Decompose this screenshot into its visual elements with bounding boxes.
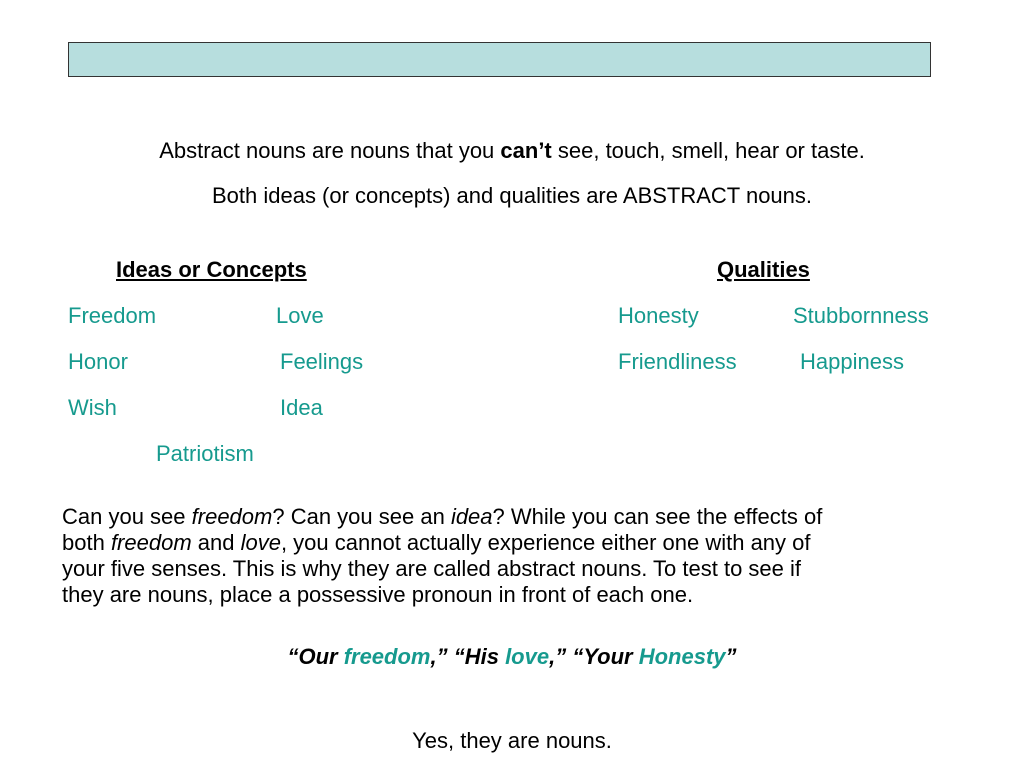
paragraph-italic-idea: idea xyxy=(450,504,493,529)
examples-text: ,” “His xyxy=(430,644,506,669)
paragraph-text: and xyxy=(191,530,241,555)
examples-text: ,” “Your xyxy=(549,644,639,669)
title-box xyxy=(68,42,931,77)
examples-line xyxy=(0,644,1024,670)
paragraph-italic-love: love xyxy=(240,530,281,555)
paragraph-line-4: they are nouns, place a possessive pronoun in front of each one. xyxy=(62,582,694,607)
qualities-heading: Qualities xyxy=(717,257,810,282)
examples-word-honesty: Honesty xyxy=(638,644,726,669)
idea-item-patriotism: Patriotism xyxy=(156,441,254,466)
paragraph-line-3: your five senses. This is why they are called abstract nouns. To test to see if xyxy=(62,556,801,581)
idea-item-wish: Wish xyxy=(68,395,117,420)
intro-line-1 xyxy=(0,138,1024,164)
idea-item-idea: Idea xyxy=(280,395,323,420)
paragraph-italic-freedom: freedom xyxy=(110,530,192,555)
paragraph-line-2 xyxy=(62,530,972,556)
quality-item-stubbornness: Stubbornness xyxy=(793,303,929,328)
idea-item-honor: Honor xyxy=(68,349,128,374)
paragraph-italic-freedom: freedom xyxy=(191,504,273,529)
paragraph-text: Can you see xyxy=(62,504,192,529)
paragraph-text: both xyxy=(62,530,111,555)
intro-line-1-bold: can’t xyxy=(500,138,552,163)
intro-line-1-after: see, touch, smell, hear or taste. xyxy=(551,138,865,163)
intro-line-1-before: Abstract nouns are nouns that you xyxy=(159,138,501,163)
explanation-paragraph xyxy=(62,504,972,608)
quality-item-happiness: Happiness xyxy=(800,349,904,374)
quality-item-honesty: Honesty xyxy=(618,303,699,328)
examples-word-love: love xyxy=(505,644,550,669)
paragraph-text: ? While you can see the effects of xyxy=(492,504,823,529)
examples-text: ” xyxy=(725,644,737,669)
idea-item-feelings: Feelings xyxy=(280,349,364,374)
examples-text: “Our xyxy=(287,644,344,669)
ideas-heading: Ideas or Concepts xyxy=(116,257,307,282)
conclusion-line: Yes, they are nouns. xyxy=(412,728,612,753)
idea-item-love: Love xyxy=(276,303,324,328)
paragraph-text: , you cannot actually experience either one with any of xyxy=(280,530,811,555)
paragraph-text: ? Can you see an xyxy=(272,504,451,529)
quality-item-friendliness: Friendliness xyxy=(618,349,737,374)
intro-line-2: Both ideas (or concepts) and qualities are ABSTRACT nouns. xyxy=(211,183,813,208)
idea-item-freedom: Freedom xyxy=(68,303,157,328)
examples-word-freedom: freedom xyxy=(343,644,431,669)
paragraph-line-1 xyxy=(62,504,972,530)
